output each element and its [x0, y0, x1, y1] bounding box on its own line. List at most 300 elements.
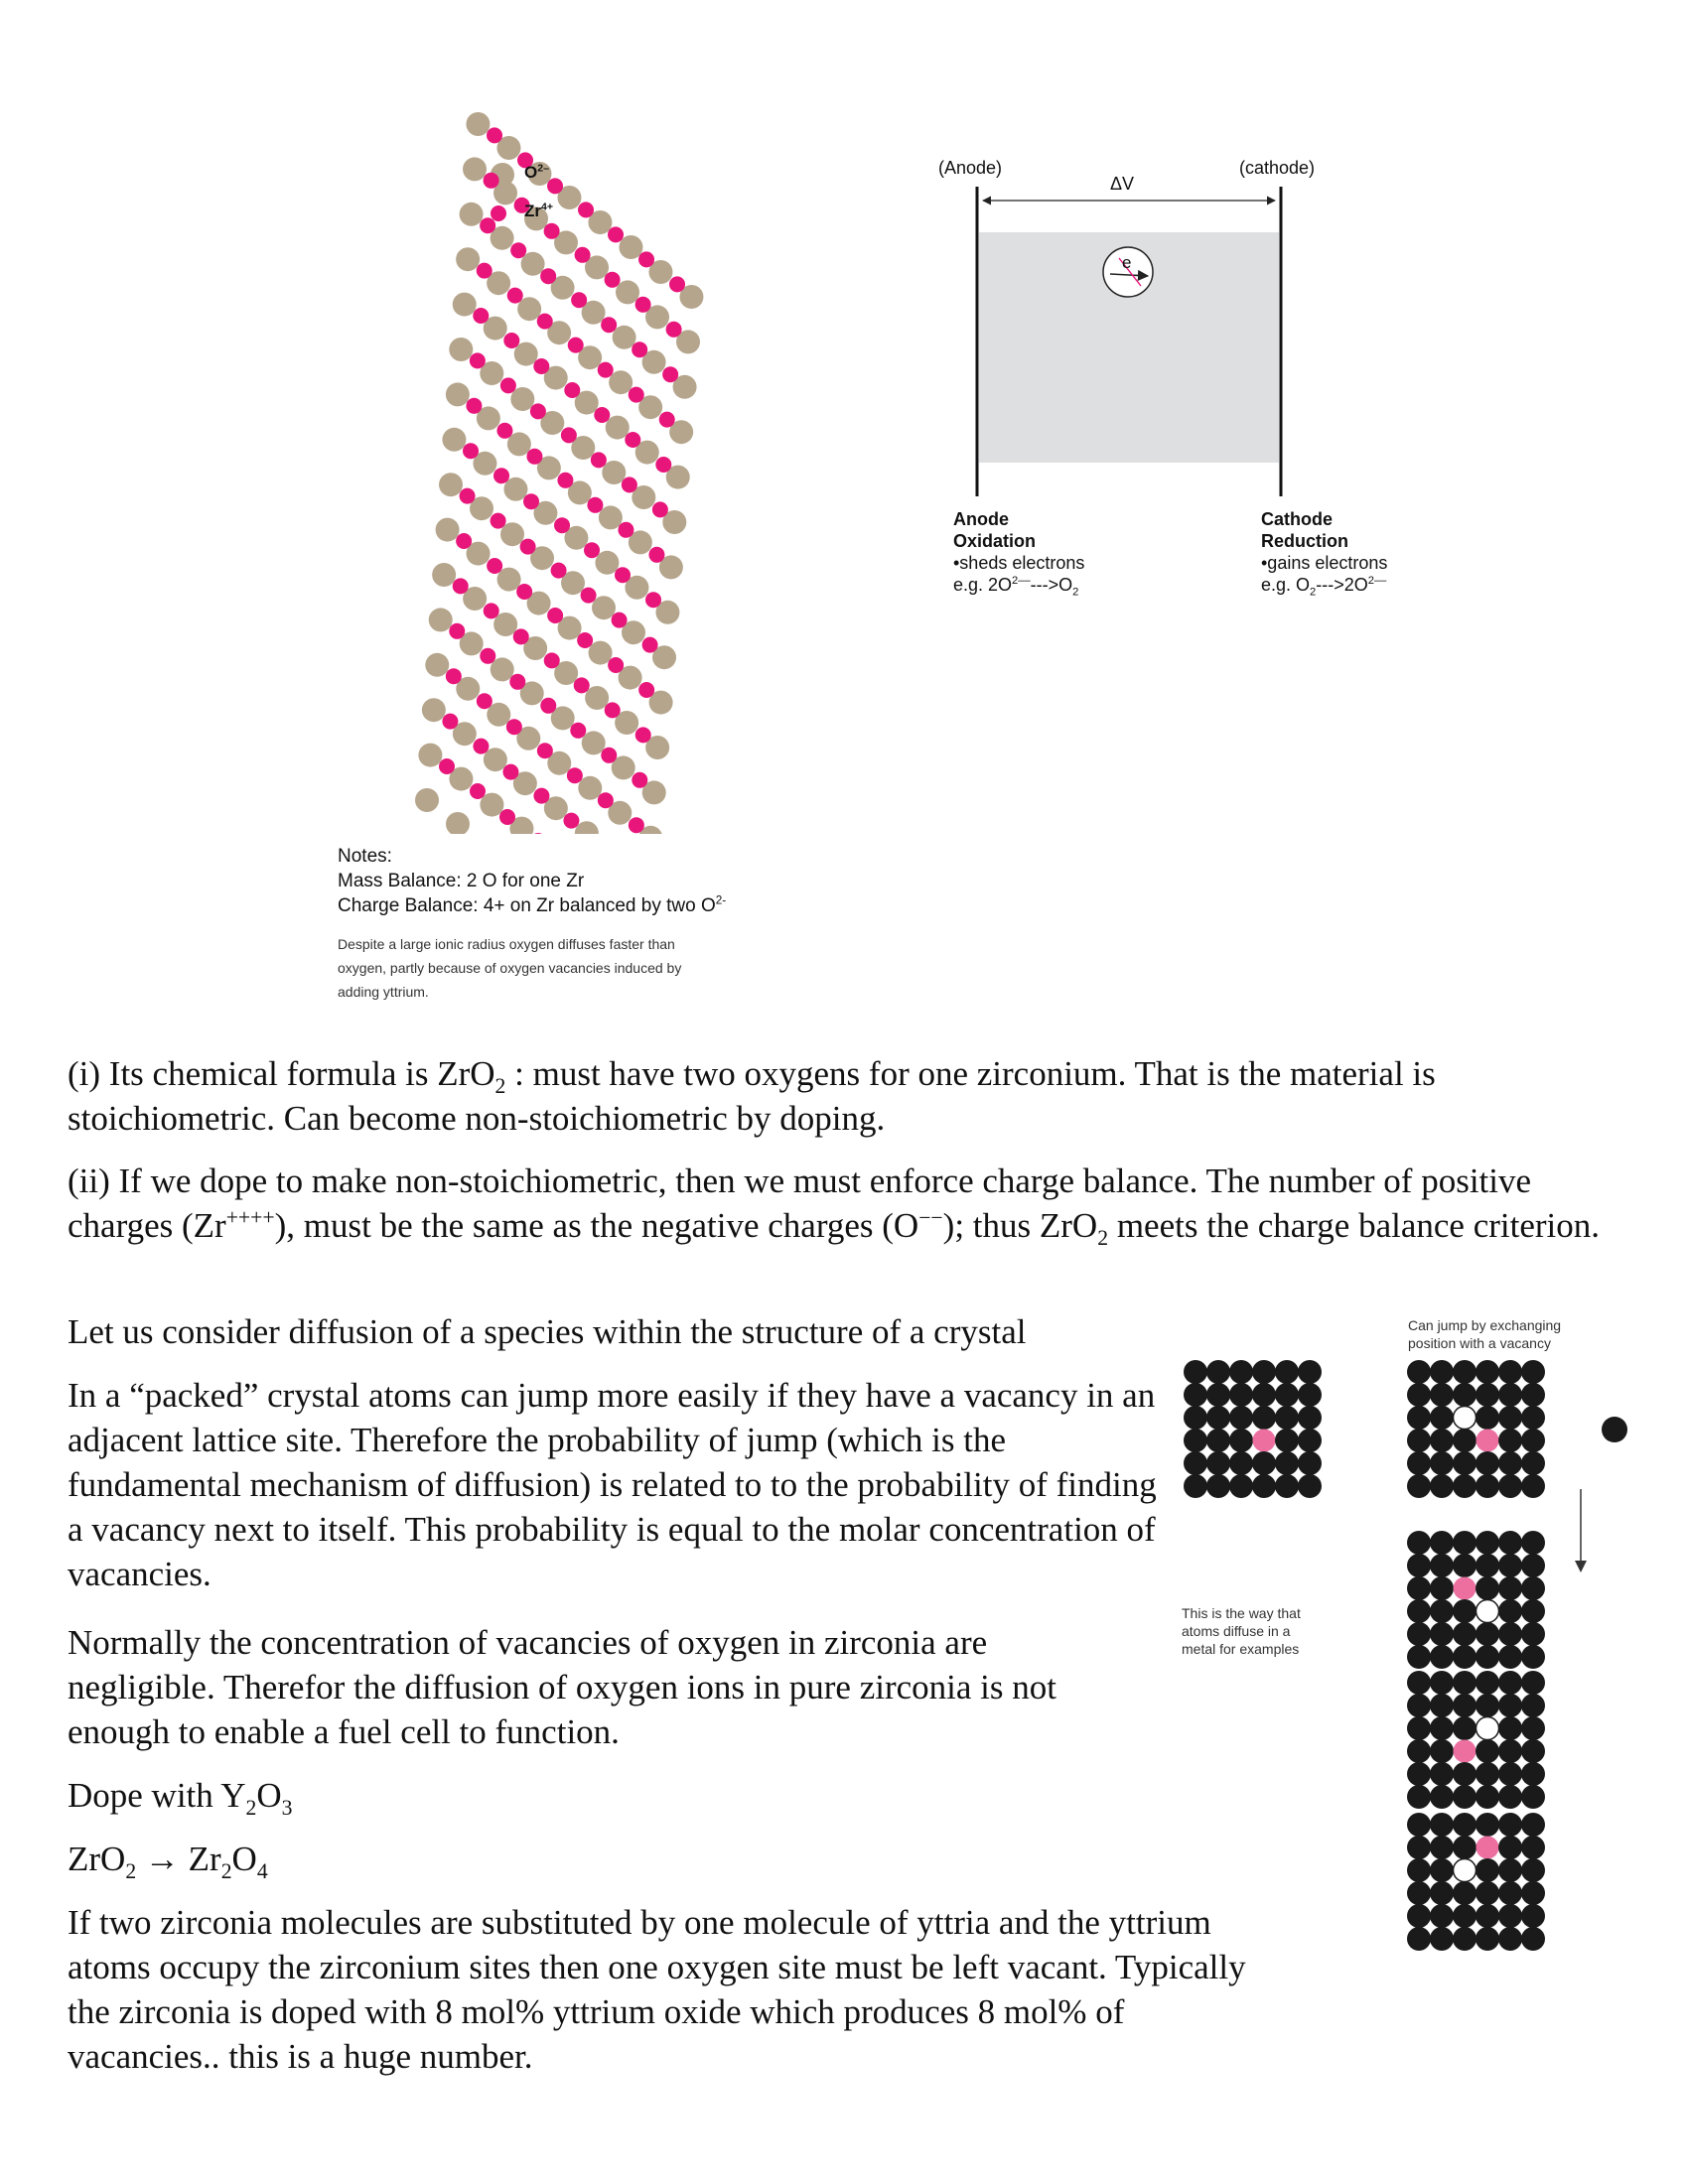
lattice-atom — [1453, 1531, 1477, 1555]
zirconium-atom — [622, 477, 637, 492]
oxygen-atom — [585, 686, 609, 710]
lattice-atom — [1476, 1645, 1499, 1669]
lattice-atom — [1453, 1927, 1477, 1951]
lattice-atom — [1430, 1622, 1454, 1646]
oxygen-atom — [432, 563, 456, 587]
lattice-atom — [1275, 1360, 1299, 1384]
oxygen-atom — [599, 505, 623, 529]
lattice-atom — [1430, 1429, 1454, 1452]
zirconium-atom — [638, 251, 654, 267]
zirconium-atom — [605, 272, 621, 288]
lattice-atom — [1430, 1383, 1454, 1407]
lattice-atom — [1498, 1429, 1522, 1452]
lattice-atom — [1275, 1429, 1299, 1452]
zirconium-atom — [575, 247, 591, 263]
lattice-atom — [1453, 1429, 1477, 1452]
lattice-atom — [1275, 1383, 1299, 1407]
lattice-atom — [1521, 1576, 1545, 1600]
lattice-atom — [1298, 1451, 1322, 1475]
zirconium-atom — [605, 702, 621, 718]
lattice-atom — [1275, 1474, 1299, 1498]
zirconium-atom — [608, 657, 624, 673]
lattice-atom — [1252, 1474, 1276, 1498]
lattice-atom — [1521, 1858, 1545, 1882]
lattice-atom — [1453, 1785, 1477, 1809]
lattice-atom — [1430, 1762, 1454, 1786]
lattice-atom — [1521, 1739, 1545, 1763]
highlighted-atom — [1253, 1430, 1276, 1452]
lattice-atom — [1498, 1836, 1522, 1859]
zirconium-atom — [533, 788, 549, 804]
zirconium-atom — [499, 809, 515, 825]
lattice-atom — [1430, 1739, 1454, 1763]
oxygen-atom — [415, 788, 439, 812]
lattice-atom — [1407, 1671, 1431, 1695]
lone-atom — [1602, 1417, 1627, 1442]
lattice-atom — [1430, 1716, 1454, 1740]
lattice-atom — [1206, 1383, 1230, 1407]
lattice-atom — [1430, 1694, 1454, 1717]
vacancy-site — [1477, 1717, 1499, 1740]
zirconium-atom — [453, 578, 469, 594]
lattice-atom — [1498, 1716, 1522, 1740]
lattice-atom — [1430, 1881, 1454, 1905]
oxygen-atom — [418, 744, 442, 767]
zirconium-atom — [564, 382, 580, 398]
highlighted-atom — [1454, 1577, 1477, 1600]
lattice-atom — [1407, 1881, 1431, 1905]
lattice-atom — [1252, 1406, 1276, 1430]
lattice-atom — [1407, 1645, 1431, 1669]
lattice-atom — [1476, 1451, 1499, 1475]
oxygen-atom — [592, 596, 616, 619]
zirconium-atom — [477, 693, 492, 709]
lattice-atom — [1407, 1599, 1431, 1623]
lattice-atom — [1476, 1360, 1499, 1384]
lattice-atom — [1521, 1645, 1545, 1669]
lattice-atom — [1521, 1881, 1545, 1905]
lattice-atom — [1298, 1383, 1322, 1407]
lattice-atom — [1430, 1360, 1454, 1384]
caption-vacancy-jump: Can jump by exchanging position with a vacancy — [1408, 1317, 1562, 1351]
zirconium-atom — [601, 317, 617, 333]
cathode-example: e.g. $O_2--->2O^{2--}$ — [1261, 575, 1387, 599]
zirconium-atom — [632, 341, 647, 357]
zirconium-atom — [598, 792, 614, 808]
zirconium-atom — [484, 173, 499, 189]
caption-metal-diffusion: This is the way that atoms diffuse in a metal for examples — [1182, 1605, 1301, 1657]
lattice-atom — [1476, 1813, 1499, 1837]
lattice-atom — [1453, 1836, 1477, 1859]
highlighted-atom — [1477, 1837, 1499, 1859]
lattice-atom — [1407, 1406, 1431, 1430]
lattice-atom — [1275, 1451, 1299, 1475]
lattice-atom — [1521, 1622, 1545, 1646]
lattice-atom — [1521, 1671, 1545, 1695]
zirconium-atom — [439, 758, 455, 774]
lattice-atom — [1206, 1360, 1230, 1384]
delta-v-label: ΔV — [1110, 174, 1135, 194]
zirconium-atom — [655, 457, 671, 473]
lattice-atom — [1476, 1576, 1499, 1600]
notes-small-line-3: adding yttrium. — [338, 984, 429, 1000]
zirconium-atom — [594, 407, 610, 423]
oxygen-atom — [446, 382, 470, 406]
paragraph-dope: Dope with $Y_2O_3$ — [68, 1776, 293, 1820]
paragraph-yttria-substitution: If two zirconia molecules are substituted by one molecule of yttria and the yttrium atoms occupy the zirconium sites then one oxygen site must be left vacant. Typically the zirconia is doped with 8 mol% yttrium oxide which produces 8 mol% of vacancies.. this is a huge number. — [68, 1903, 1246, 2076]
oxygen-atom — [456, 247, 480, 271]
electron-label: e — [1122, 253, 1132, 272]
lattice-atom — [1521, 1429, 1545, 1452]
oxygen-atom — [578, 776, 602, 800]
paragraph-diffusion-intro: Let us consider diffusion of a species within the structure of a crystal — [68, 1312, 1027, 1351]
lattice-atom — [1252, 1360, 1276, 1384]
lattice-atom — [1453, 1762, 1477, 1786]
lattice-svg — [0, 0, 715, 834]
lattice-atom — [1407, 1576, 1431, 1600]
lattice-atom — [1498, 1406, 1522, 1430]
zirconium-atom — [577, 632, 593, 648]
lattice-atom — [1521, 1599, 1545, 1623]
oxygen-atom — [609, 370, 633, 394]
lattice-atom — [1453, 1881, 1477, 1905]
lattice-atom — [1229, 1383, 1253, 1407]
lattice-atom — [1521, 1531, 1545, 1555]
lattice-atom — [1498, 1694, 1522, 1717]
zirconium-atom — [496, 423, 512, 439]
notes-mass-balance: Mass Balance: 2 O for one Zr — [338, 871, 585, 891]
zirconium-atom — [507, 288, 523, 304]
lattice-atom — [1476, 1406, 1499, 1430]
lattice-atom — [1184, 1429, 1207, 1452]
oxygen-atom — [582, 731, 606, 754]
zirconium-atom — [557, 473, 573, 488]
lattice-atom — [1498, 1451, 1522, 1475]
zirconium-atom — [516, 584, 532, 600]
lattice-atom — [1521, 1383, 1545, 1407]
lattice-atom — [1453, 1904, 1477, 1928]
lattice-atom — [1430, 1406, 1454, 1430]
lattice-atom — [1430, 1904, 1454, 1928]
lattice-atom — [1476, 1739, 1499, 1763]
zirconium-atom — [530, 403, 546, 419]
lattice-atom — [1430, 1531, 1454, 1555]
zirconium-atom — [484, 603, 499, 618]
lattice-atom — [1498, 1531, 1522, 1555]
lattice-atom — [1430, 1858, 1454, 1882]
legend-zirconium-dot — [491, 205, 506, 221]
oxygen-atom — [460, 203, 484, 226]
lattice-atom — [1298, 1360, 1322, 1384]
zirconium-atom — [652, 501, 668, 517]
oxygen-atom — [453, 293, 477, 317]
oxygen-atom — [613, 326, 636, 349]
lattice-atom — [1298, 1474, 1322, 1498]
oxygen-atom — [436, 518, 460, 542]
zirconium-atom — [540, 268, 556, 284]
cathode-bullet: •gains electrons — [1261, 553, 1388, 573]
lattice-atom — [1453, 1671, 1477, 1695]
zirconium-atom — [506, 719, 522, 735]
oxygen-atom — [422, 698, 446, 722]
zirconium-atom — [537, 314, 553, 330]
notes-small-line-1: Despite a large ionic radius oxygen diffuses faster than — [338, 936, 675, 952]
oxygen-atom — [616, 280, 639, 304]
zirconium-atom — [547, 178, 563, 194]
zirconium-atom — [618, 522, 633, 538]
zirconium-atom — [554, 517, 570, 533]
lattice-atom — [1498, 1576, 1522, 1600]
zirconium-atom — [571, 292, 587, 308]
paragraph-charge-balance: (ii) If we dope to make non-stoichiometric, then we must enforce charge balance. The number of positive charges (Zr++++), must be the same as the negative charges (O−−); thus ZrO$_2$ meets the charge balance criterion. — [68, 1161, 1601, 1250]
zirconium-atom — [473, 308, 489, 324]
lattice-atom — [1407, 1474, 1431, 1498]
oxygen-atom — [425, 653, 449, 677]
oxygen-atom — [463, 157, 487, 181]
zirconium-atom — [598, 362, 614, 378]
lattice-atom — [1229, 1429, 1253, 1452]
lattice-atom — [1453, 1645, 1477, 1669]
lattice-atom — [1184, 1360, 1207, 1384]
zirconium-atom — [463, 443, 479, 459]
notes-charge-balance: Charge Balance: 4+ on Zr balanced by two $O^{2-}$ — [338, 893, 727, 916]
zirconium-atom — [578, 202, 594, 217]
lattice-atom — [1252, 1451, 1276, 1475]
lattice-atom — [1498, 1904, 1522, 1928]
lattice-atom — [1407, 1360, 1431, 1384]
lattice-atom — [1476, 1622, 1499, 1646]
zirconium-atom — [601, 748, 617, 763]
lattice-atom — [1453, 1694, 1477, 1717]
zirconium-atom — [526, 449, 542, 465]
lattice-atom — [1476, 1474, 1499, 1498]
zirconium-atom — [487, 127, 502, 143]
oxygen-atom — [429, 608, 453, 631]
zirconium-atom — [477, 263, 492, 279]
zirconium-atom — [480, 217, 495, 233]
lattice-atom — [1430, 1451, 1454, 1475]
lattice-atom — [1498, 1671, 1522, 1695]
lattice-atom — [1407, 1716, 1431, 1740]
anode-title: Anode — [953, 509, 1009, 529]
lattice-atom — [1407, 1383, 1431, 1407]
zirconium-atom — [544, 223, 560, 239]
lattice-atom — [1498, 1881, 1522, 1905]
zirconium-atom — [460, 488, 476, 504]
lattice-atom — [1430, 1785, 1454, 1809]
oxygen-atom — [466, 112, 490, 136]
zirconium-atom — [642, 637, 658, 653]
lattice-atom — [1206, 1429, 1230, 1452]
zirconium-atom — [540, 698, 556, 714]
lattice-atom — [1521, 1904, 1545, 1928]
lattice-atom — [1407, 1694, 1431, 1717]
lattice-atom — [1498, 1739, 1522, 1763]
oxygen-atom — [446, 812, 470, 834]
lattice-atom — [1476, 1762, 1499, 1786]
zirconium-atom — [638, 682, 654, 698]
zirconium-atom — [587, 497, 603, 513]
lattice-atom — [1206, 1406, 1230, 1430]
zirconium-atom — [466, 398, 482, 414]
lattice-atom — [1521, 1716, 1545, 1740]
cathode-subtitle: Reduction — [1261, 531, 1348, 551]
sequence-arrow-head — [1575, 1561, 1587, 1572]
zirconium-atom — [449, 623, 465, 639]
oxygen-atom — [449, 338, 473, 361]
zirconium-atom — [510, 242, 526, 258]
zirconium-atom — [662, 366, 678, 382]
zirconium-atom — [591, 452, 607, 468]
lattice-atom — [1498, 1474, 1522, 1498]
paragraph-formula: (i) Its chemical formula is ZrO$_2$ : must have two oxygens for one zirconium. That is the material is stoichiometric. Can become non-stoichiometric by doping. — [68, 1054, 1436, 1138]
zirconium-atom — [629, 817, 644, 833]
zirconium-atom — [473, 739, 489, 754]
cell-diagram-svg — [894, 149, 1370, 496]
lattice-atom — [1206, 1451, 1230, 1475]
lattice-atom — [1476, 1858, 1499, 1882]
lattice-atom — [1521, 1406, 1545, 1430]
lattice-atom — [1453, 1360, 1477, 1384]
zirconium-atom — [500, 377, 516, 393]
anode-bullet: •sheds electrons — [953, 553, 1085, 573]
zirconium-atom — [629, 387, 644, 403]
lattice-atom — [1407, 1836, 1431, 1859]
lattice-atom — [1453, 1622, 1477, 1646]
paragraph-packed-crystal: In a “packed” crystal atoms can jump more easily if they have a vacancy in an adjacent lattice site. Therefore the probability of jump (which is the fundamental mechanism of diffusion) is related to to the probability of finding a vacancy next to itself. This probability is equal to the molar concentration of vacancies. — [68, 1376, 1157, 1593]
zirconium-atom — [625, 432, 640, 448]
lattice-atom — [1407, 1785, 1431, 1809]
zirconium-atom — [470, 352, 486, 368]
lattice-atom — [1407, 1531, 1431, 1555]
lattice-atom — [1407, 1927, 1431, 1951]
paragraph-reaction: $ZrO_2 \to Zr_2O_4$ — [68, 1840, 268, 1883]
lattice-atom — [1407, 1451, 1431, 1475]
lattice-atom — [1498, 1360, 1522, 1384]
zirconium-atom — [493, 468, 509, 483]
lattice-atom — [1229, 1451, 1253, 1475]
anode-top-label: (Anode) — [938, 158, 1003, 178]
zirconium-atom — [574, 677, 590, 693]
lattice-atom — [1453, 1554, 1477, 1577]
zirconium-atom — [533, 358, 549, 374]
lattice-atom — [1430, 1927, 1454, 1951]
lattice-atom — [1453, 1599, 1477, 1623]
lattice-atom — [1184, 1474, 1207, 1498]
zirconium-atom — [608, 226, 624, 242]
lattice-atom — [1521, 1474, 1545, 1498]
lattice-atom — [1498, 1645, 1522, 1669]
cathode-block — [1261, 508, 1388, 599]
lattice-atom — [1407, 1904, 1431, 1928]
lattice-atom — [1498, 1927, 1522, 1951]
oxygen-atom — [439, 473, 463, 496]
lattice-atom — [1184, 1383, 1207, 1407]
zirconium-atom — [502, 764, 518, 780]
vacancy-site — [1454, 1859, 1477, 1882]
lattice-atom — [1476, 1383, 1499, 1407]
zirconium-atom — [456, 533, 472, 549]
lattice-atom — [1476, 1904, 1499, 1928]
zirconium-atom — [584, 542, 600, 558]
notes-heading: Notes: — [338, 846, 392, 867]
anode-example: e.g. $2O^{2--}--->O_2$ — [953, 575, 1079, 599]
lattice-atom — [1498, 1813, 1522, 1837]
lattice-atom — [1407, 1762, 1431, 1786]
lattice-atom — [1521, 1554, 1545, 1577]
legend-zirconium-label: $Zr^{4+}$ — [524, 201, 554, 220]
zirconium-atom — [547, 608, 563, 623]
lattice-atom — [1498, 1383, 1522, 1407]
oxygen-atom — [595, 551, 619, 575]
highlighted-atom — [1454, 1740, 1477, 1763]
lattice-atom — [1229, 1406, 1253, 1430]
lattice-atom — [1407, 1429, 1431, 1452]
zirconium-atom — [503, 333, 519, 348]
zirconium-atom — [612, 613, 628, 628]
lattice-atom — [1453, 1383, 1477, 1407]
zirconium-atom — [669, 276, 685, 292]
lattice-atom — [1476, 1785, 1499, 1809]
lattice-atom — [1407, 1622, 1431, 1646]
lattice-atom — [1430, 1554, 1454, 1577]
lattice-atom — [1430, 1836, 1454, 1859]
lattice-atom — [1206, 1474, 1230, 1498]
zirconium-atom — [666, 322, 682, 338]
zirconium-atom — [551, 563, 567, 579]
zirconium-atom — [513, 628, 529, 644]
lattice-atom — [1453, 1451, 1477, 1475]
lattice-atom — [1498, 1599, 1522, 1623]
zirconium-atom — [632, 772, 647, 788]
lattice-atom — [1498, 1554, 1522, 1577]
lattice-atom — [1521, 1813, 1545, 1837]
lattice-atom — [1453, 1716, 1477, 1740]
lattice-atom — [1229, 1360, 1253, 1384]
lattice-atom — [1407, 1858, 1431, 1882]
legend-oxygen-label: $O^{2-}$ — [524, 162, 549, 182]
lattice-atom — [1407, 1813, 1431, 1837]
zirconium-atom — [659, 412, 675, 428]
lattice-atom — [1407, 1554, 1431, 1577]
lattice-atom — [1521, 1836, 1545, 1859]
lattice-atom — [1521, 1762, 1545, 1786]
zirconium-atom — [480, 648, 495, 664]
zirconium-atom — [561, 427, 577, 443]
zirconium-atom — [568, 338, 584, 353]
lattice-atom — [1184, 1406, 1207, 1430]
lattice-atom — [1252, 1383, 1276, 1407]
lattice-atom — [1298, 1429, 1322, 1452]
lattice-atom — [1430, 1813, 1454, 1837]
zirconium-atom — [570, 723, 586, 739]
oxygen-atom — [442, 428, 466, 452]
lattice-atom — [1521, 1927, 1545, 1951]
lattice-notes — [338, 844, 726, 1004]
vacancy-site — [1477, 1600, 1499, 1623]
zirconium-atom — [635, 297, 651, 313]
lattice-atom — [1275, 1406, 1299, 1430]
lattice-atom — [1453, 1813, 1477, 1837]
zirconium-atom — [615, 567, 631, 583]
lattice-atoms — [415, 112, 703, 834]
lattice-atom — [1476, 1694, 1499, 1717]
lattice-atom — [1184, 1451, 1207, 1475]
lattice-atom — [1407, 1739, 1431, 1763]
zirconium-atom — [520, 539, 536, 555]
lattice-atom — [1476, 1554, 1499, 1577]
zirconium-atom — [544, 652, 560, 668]
